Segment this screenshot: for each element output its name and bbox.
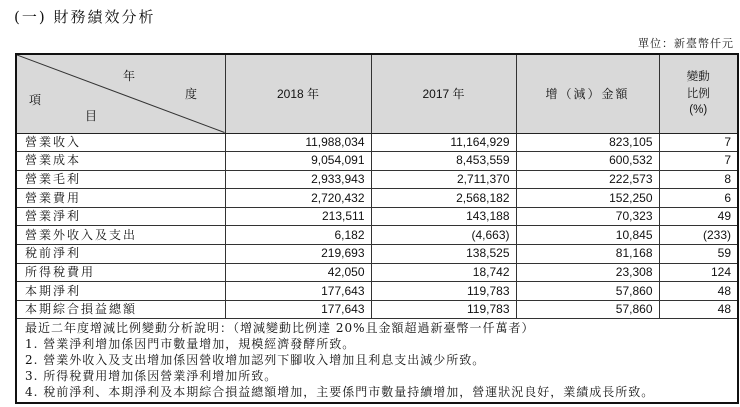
table-row: [16, 189, 738, 208]
value-change-percent: 48: [659, 282, 738, 301]
column-header-change-percent: [659, 54, 738, 133]
note-item: 1. 營業淨利增加係因門市數量增加，規模經濟發酵所致。: [25, 337, 356, 352]
row-item-label: 本期淨利: [16, 282, 225, 301]
row-item-label: 營業毛利: [16, 170, 225, 189]
table-row: [16, 263, 738, 282]
table-row: [16, 245, 738, 264]
value-change-percent: 6: [659, 189, 738, 208]
value-2018: 213,511: [225, 207, 371, 226]
value-change-amount: 81,168: [516, 245, 659, 264]
value-change-amount: 10,845: [516, 226, 659, 245]
financial-performance-table: [15, 53, 739, 404]
value-change-percent: 48: [659, 300, 738, 319]
value-2018: 42,050: [225, 263, 371, 282]
value-2017: (4,663): [371, 226, 516, 245]
table-row: [16, 207, 738, 226]
column-header-2018: 2018 年: [225, 54, 371, 133]
analysis-notes: [16, 319, 738, 404]
value-change-amount: 70,323: [516, 207, 659, 226]
notes-row: [16, 319, 738, 404]
value-change-percent: 7: [659, 152, 738, 171]
value-change-amount: 152,250: [516, 189, 659, 208]
value-2017: 2,711,370: [371, 170, 516, 189]
value-2017: 18,742: [371, 263, 516, 282]
corner-label-year-1: 年: [123, 69, 136, 83]
value-change-percent: (233): [659, 226, 738, 245]
row-item-label: 營業費用: [16, 189, 225, 208]
note-item: 2. 營業外收入及支出增加係因營收增加認列下腳收入增加且利息支出減少所致。: [25, 353, 486, 368]
value-change-percent: 7: [659, 133, 738, 152]
value-2017: 119,783: [371, 300, 516, 319]
section-title: (一) 財務績效分析: [14, 8, 156, 26]
corner-label-year-2: 度: [185, 87, 198, 101]
value-2018: 177,643: [225, 282, 371, 301]
column-header-change-amount: 增（減）金額: [516, 54, 659, 133]
pct-header-line-3: (%): [689, 104, 708, 117]
value-change-amount: 23,308: [516, 263, 659, 282]
row-item-label: 稅前淨利: [16, 245, 225, 264]
value-2017: 2,568,182: [371, 189, 516, 208]
unit-label: 單位：新臺幣仟元: [638, 37, 734, 50]
value-2017: 138,525: [371, 245, 516, 264]
row-item-label: 營業外收入及支出: [16, 226, 225, 245]
table-row: [16, 152, 738, 171]
value-2018: 177,643: [225, 300, 371, 319]
pct-header-line-1: 變動: [686, 69, 710, 84]
value-2018: 6,182: [225, 226, 371, 245]
value-change-amount: 222,573: [516, 170, 659, 189]
row-item-label: 所得稅費用: [16, 263, 225, 282]
row-item-label: 營業成本: [16, 152, 225, 171]
value-change-percent: 124: [659, 263, 738, 282]
value-2017: 143,188: [371, 207, 516, 226]
row-item-label: 本期綜合損益總額: [16, 300, 225, 319]
table-row: [16, 282, 738, 301]
value-change-amount: 57,860: [516, 300, 659, 319]
value-change-amount: 57,860: [516, 282, 659, 301]
table-row: [16, 226, 738, 245]
row-item-label: 營業淨利: [16, 207, 225, 226]
value-2017: 119,783: [371, 282, 516, 301]
table-row: [16, 133, 738, 152]
note-item: 3. 所得稅費用增加係因營業淨利增加所致。: [25, 369, 278, 384]
value-change-amount: 600,532: [516, 152, 659, 171]
value-change-percent: 49: [659, 207, 738, 226]
table-header-row: [16, 54, 738, 133]
corner-label-item-2: 目: [85, 109, 98, 123]
value-2018: 9,054,091: [225, 152, 371, 171]
value-change-percent: 8: [659, 170, 738, 189]
value-2018: 11,988,034: [225, 133, 371, 152]
column-header-2017: 2017 年: [371, 54, 516, 133]
note-item: 4. 稅前淨利、本期淨利及本期綜合損益總額增加，主要係門市數量持續增加，營運狀況良好，業績成長所致。: [25, 385, 655, 400]
value-2018: 2,720,432: [225, 189, 371, 208]
header-corner-cell: [16, 54, 225, 133]
value-change-amount: 823,105: [516, 133, 659, 152]
value-change-percent: 59: [659, 245, 738, 264]
row-item-label: 營業收入: [16, 133, 225, 152]
value-2018: 2,933,943: [225, 170, 371, 189]
table-row: [16, 300, 738, 319]
corner-label-item-1: 項: [29, 93, 42, 107]
table-row: [16, 170, 738, 189]
notes-heading: 最近二年度增減比例變動分析說明：（增減變動比例達 20%且金額超過新臺幣一仟萬者）: [25, 321, 535, 336]
value-2017: 11,164,929: [371, 133, 516, 152]
value-2017: 8,453,559: [371, 152, 516, 171]
value-2018: 219,693: [225, 245, 371, 264]
pct-header-line-2: 比例: [686, 86, 710, 101]
